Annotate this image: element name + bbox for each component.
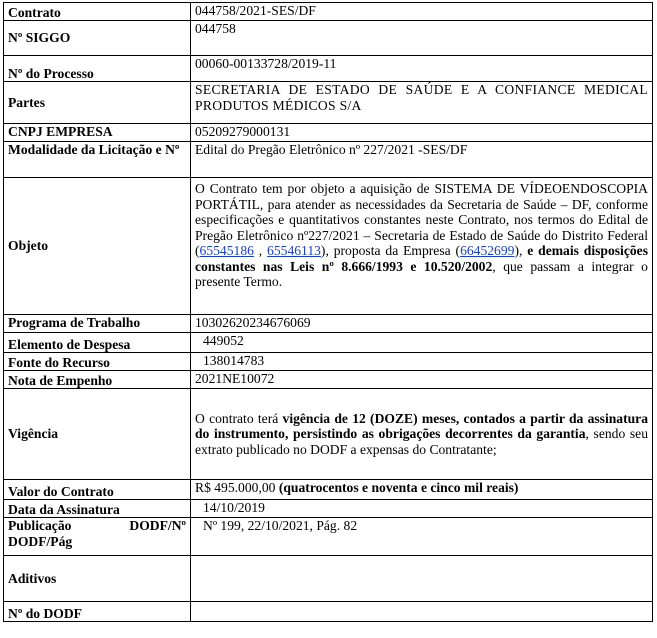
value-objeto: [191, 178, 653, 315]
publicacao-label-a: Publicação: [8, 518, 72, 533]
value-empenho: 2021NE10072: [191, 371, 653, 389]
row-modalidade: [4, 142, 653, 178]
value-elemento: 449052: [191, 333, 653, 353]
value-publicacao: Nº 199, 22/10/2021, Pág. 82: [191, 518, 653, 556]
objeto-bold-laws: e demais disposições constantes nas Leis nº 8.666/1993 e 10.520/2002: [195, 243, 648, 274]
label-fonte: Fonte do Recurso: [4, 353, 191, 371]
value-modalidade: Edital do Pregão Eletrônico nº 227/2021 -SES/DF: [191, 142, 653, 178]
publicacao-label-c: DODF/Pág: [8, 533, 73, 549]
objeto-link-65545186[interactable]: 65545186: [199, 243, 254, 258]
row-vigencia: [4, 389, 653, 480]
row-publicacao: [4, 518, 653, 556]
vigencia-text-2: , sendo seu extrato publicado no DODF a expensas do Contratante;: [195, 426, 649, 457]
value-partes: SECRETARIA DE ESTADO DE SAÚDE E A CONFIANCE MEDICAL PRODUTOS MÉDICOS S/A: [191, 82, 653, 124]
row-siggo: [4, 21, 653, 56]
value-programa: 10302620234676069: [191, 315, 653, 333]
label-siggo: Nº SIGGO: [4, 21, 191, 56]
objeto-separator: ,: [253, 243, 268, 258]
value-dodf: [191, 602, 653, 622]
value-siggo: 044758: [191, 21, 653, 56]
label-publicacao: [4, 518, 191, 556]
objeto-text-2: ), proposta da Empresa (: [320, 243, 461, 258]
value-processo: 00060-00133728/2019-11: [191, 56, 653, 82]
row-programa: [4, 315, 653, 333]
label-contrato: Contrato: [4, 3, 191, 21]
value-assinatura: 14/10/2019: [191, 500, 653, 518]
objeto-text-1: O Contrato tem por objeto a aquisição de SISTEMA DE VÍDEOENDOSCOPIA PORTÁTIL, para atender as necessidades da Secretaria de Saúde – DF, conforme especificações e quantitativos constantes neste Contrato, nos termos do Edital de Pregão Eletrônico nº227/2021 – Secretaria de Estado de Saúde do Distrito Federal (: [195, 181, 648, 258]
label-objeto: Objeto: [4, 178, 191, 315]
value-cnpj: 05209279000131: [191, 124, 653, 142]
row-partes: [4, 82, 653, 124]
objeto-text-4: , que passam a integrar o presente Termo.: [195, 258, 648, 289]
publicacao-label-line: [8, 518, 186, 534]
vigencia-text-1: O contrato terá: [195, 410, 283, 426]
vigencia-bold: vigência de 12 (DOZE) meses, contados a partir da assinatura do instrumento, persistindo as obrigações decorrentes da garantia: [195, 410, 649, 442]
row-cnpj: [4, 124, 653, 142]
publicacao-label-b: DODF/Nº: [129, 518, 186, 533]
label-empenho: Nota de Empenho: [4, 371, 191, 389]
value-contrato: 044758/2021-SES/DF: [191, 3, 653, 21]
value-valor: [191, 480, 653, 500]
row-valor: [4, 480, 653, 500]
row-contrato: [4, 3, 653, 21]
row-aditivos: [4, 556, 653, 602]
label-programa: Programa de Trabalho: [4, 315, 191, 333]
row-elemento: [4, 333, 653, 353]
objeto-text-3: ),: [514, 243, 528, 258]
label-partes: Partes: [4, 82, 191, 124]
label-aditivos: Aditivos: [4, 556, 191, 602]
valor-amount: R$ 495.000,00: [195, 480, 279, 495]
label-assinatura: Data da Assinatura: [4, 500, 191, 518]
row-assinatura: [4, 500, 653, 518]
valor-words: (quatrocentos e noventa e cinco mil reais): [278, 480, 519, 495]
row-fonte: [4, 353, 653, 371]
row-empenho: [4, 371, 653, 389]
row-objeto: [4, 178, 653, 315]
value-vigencia: [191, 389, 653, 480]
row-processo: [4, 56, 653, 82]
contract-summary-table: [3, 2, 653, 622]
label-elemento: Elemento de Despesa: [4, 333, 191, 353]
label-cnpj: CNPJ EMPRESA: [4, 124, 191, 142]
value-aditivos: [191, 556, 653, 602]
label-dodf: Nº do DODF: [4, 602, 191, 622]
value-fonte: 138014783: [191, 353, 653, 371]
label-modalidade: Modalidade da Licitação e Nº: [4, 142, 191, 178]
label-processo: Nº do Processo: [4, 56, 191, 82]
label-vigencia: Vigência: [4, 389, 191, 480]
objeto-link-66452699[interactable]: 66452699: [460, 243, 515, 258]
objeto-link-65546113[interactable]: 65546113: [267, 243, 321, 258]
row-dodf: [4, 602, 653, 622]
label-valor: Valor do Contrato: [4, 480, 191, 500]
